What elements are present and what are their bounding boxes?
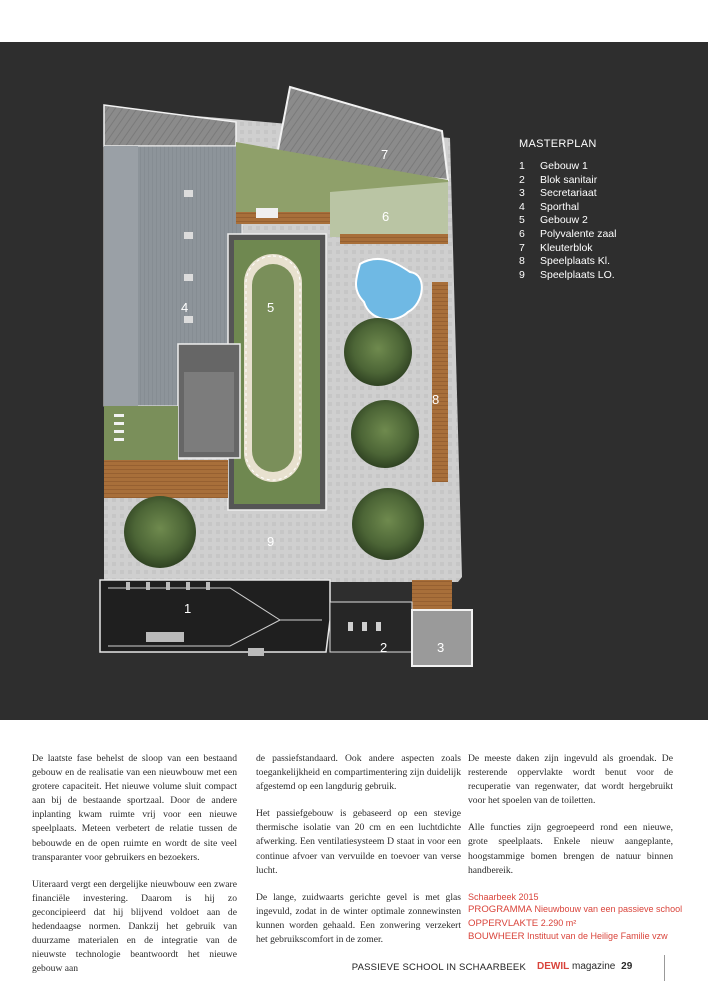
footer-magazine bbox=[537, 961, 632, 972]
legend-item-label: Blok sanitair bbox=[540, 173, 598, 186]
legend-item-number: 8 bbox=[519, 255, 525, 268]
map-number-4: 4 bbox=[181, 300, 189, 315]
project-facts bbox=[468, 891, 683, 944]
legend-title: MASTERPLAN bbox=[519, 138, 597, 150]
fact-label: OPPERVLAKTE bbox=[468, 917, 539, 929]
legend-item bbox=[519, 160, 689, 174]
legend-item-label: Sporthal bbox=[540, 200, 580, 213]
legend-item bbox=[519, 201, 689, 215]
footer-divider bbox=[664, 955, 665, 981]
tree bbox=[351, 400, 419, 468]
article-column-3 bbox=[468, 752, 683, 944]
map-number-1: 1 bbox=[184, 601, 192, 616]
building-4-top-roof bbox=[104, 105, 236, 146]
tree bbox=[124, 496, 196, 568]
page-footer bbox=[0, 961, 708, 981]
terrace-west bbox=[104, 460, 228, 498]
masterplan-image bbox=[0, 42, 708, 720]
legend-item-number: 5 bbox=[519, 214, 525, 227]
map-number-2: 2 bbox=[380, 640, 388, 655]
legend-item-label: Gebouw 1 bbox=[540, 160, 588, 172]
paragraph: De meeste daken zijn ingevuld als groendak. De resterende oppervlakte wordt benut voor de recuperatie van regenwater, dat wordt hergebruikt voor het spoelen van de toiletten. bbox=[468, 753, 673, 807]
article-column-1 bbox=[32, 752, 237, 989]
building-3-roof bbox=[412, 610, 472, 666]
paragraph: De lange, zuidwaarts gerichte gevel is met glas ingevuld, zodat in de winter optimale zonnewinsten kunnen worden gehaald. Een zonwering verzekert het gebruikscomfort in de zomer. bbox=[256, 891, 461, 946]
legend-item-number: 6 bbox=[519, 227, 525, 240]
map-number-9: 9 bbox=[267, 534, 275, 549]
paragraph: de passiefstandaard. Ook andere aspecten zoals toegankelijkheid en compartimentering zijn duidelijk afgestemd op een langdurig gebruik. bbox=[256, 753, 461, 793]
fact-value: Nieuwbouw van een passieve school bbox=[534, 904, 683, 915]
magazine-brand: DEWIL bbox=[537, 961, 570, 972]
tree bbox=[344, 318, 412, 386]
legend-item-label: Secretariaat bbox=[540, 187, 597, 200]
fact-value: Instituut van de Heilige Familie vzw bbox=[527, 931, 668, 942]
map-number-8: 8 bbox=[432, 392, 440, 407]
article-column-2 bbox=[256, 752, 461, 960]
legend-item bbox=[519, 214, 689, 228]
masterplan-legend bbox=[519, 138, 689, 282]
building-4-roof-edge bbox=[104, 146, 138, 406]
legend-item-number: 1 bbox=[519, 160, 525, 172]
legend-item-number: 9 bbox=[519, 268, 525, 281]
fact-programma bbox=[468, 903, 683, 917]
footer-article-title: PASSIEVE SCHOOL IN SCHAARBEEK bbox=[351, 962, 526, 973]
paragraph: Alle functies zijn gegroepeerd rond een nieuwe, grote speelplaats. Enkele nieuw aangeplante, hoogstammige bomen brengen de natuur binnen handbereik. bbox=[468, 822, 673, 876]
tree bbox=[352, 488, 424, 560]
legend-item-label: Speelplaats LO. bbox=[540, 268, 615, 281]
fact-label: BOUWHEER bbox=[468, 931, 525, 943]
map-number-5: 5 bbox=[267, 300, 275, 315]
fact-oppervlakte bbox=[468, 917, 673, 931]
page-number: 29 bbox=[621, 961, 633, 972]
legend-item bbox=[519, 255, 689, 269]
map-number-6: 6 bbox=[382, 209, 390, 224]
legend-item-label: Gebouw 2 bbox=[540, 214, 588, 227]
legend-item-number: 7 bbox=[519, 241, 525, 254]
terrace-south bbox=[412, 580, 452, 610]
terrace-east bbox=[432, 282, 448, 482]
legend-item bbox=[519, 228, 689, 242]
map-number-3: 3 bbox=[437, 640, 445, 655]
fact-value: 2.290 m² bbox=[540, 917, 577, 928]
legend-item-label: Kleuterblok bbox=[540, 241, 593, 254]
fact-label: PROGRAMMA bbox=[468, 904, 532, 916]
legend-item-number: 2 bbox=[519, 173, 525, 186]
legend-item bbox=[519, 174, 689, 188]
legend-item-number: 4 bbox=[519, 200, 525, 213]
legend-item-label: Polyvalente zaal bbox=[540, 227, 617, 240]
paragraph: De laatste fase behelst de sloop van een bestaand gebouw en de realisatie van een nieuwbouw met een grotere capaciteit. Het nieuwe volume sluit compact aan bij de bestaande sportzaal. Door de andere inplanting kwam ruimte vrij voor een nieuwe speelplaats. Meteen verbetert de relatie tussen de bebouwde en de open ruimte en wordt de site veel transparanter voor gebruikers en bezoekers. bbox=[32, 753, 237, 863]
building-1-roof bbox=[100, 580, 330, 652]
paragraph: Uiteraard vergt een dergelijke nieuwbouw een zware financiële investering. Daarom is hij zo geconcipieerd dat hij blijvend voldoet aan de hedendaagse normen. Dankzij het gebruik van duurzame materialen en de integratie van de nieuwste technologie beantwoordt het nieuwe gebouw aan bbox=[32, 878, 237, 975]
magazine-word: magazine bbox=[572, 961, 616, 972]
building-2-roof bbox=[330, 602, 412, 652]
fact-bouwheer bbox=[468, 930, 673, 944]
legend-item bbox=[519, 269, 689, 283]
fact-place-year: Schaarbeek 2015 bbox=[468, 891, 539, 902]
legend-item-number: 3 bbox=[519, 187, 525, 200]
paragraph: Het passiefgebouw is gebaseerd op een stevige thermische isolatie van 20 cm en een luchtdichte afwerking. Een ventilatiesysteem D staat in voor een continue afvoer van vervuilde en toevoer van verse lucht. bbox=[256, 808, 461, 876]
legend-item bbox=[519, 187, 689, 201]
map-number-7: 7 bbox=[381, 147, 389, 162]
legend-item bbox=[519, 242, 689, 256]
legend-item-label: Speelplaats Kl. bbox=[540, 255, 611, 268]
